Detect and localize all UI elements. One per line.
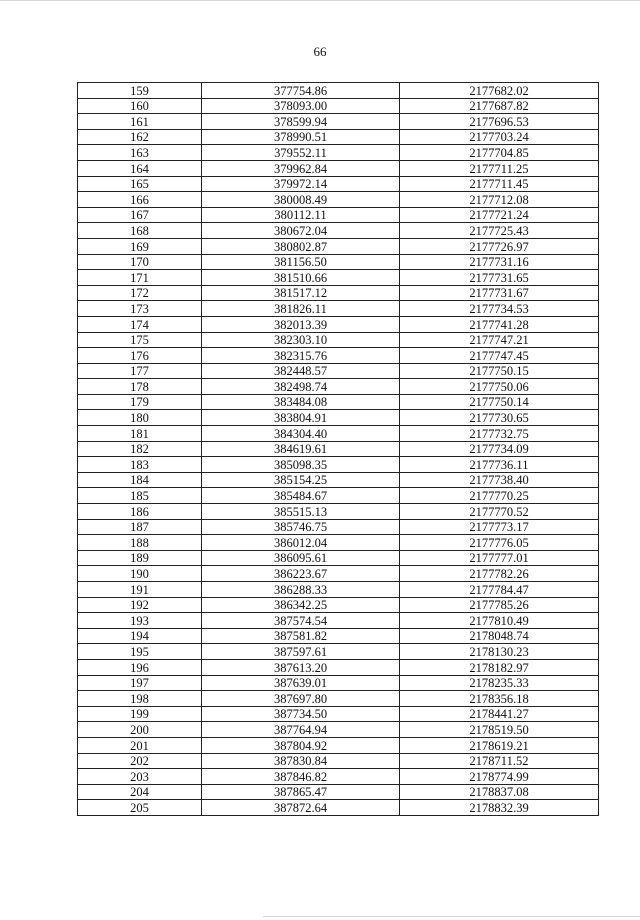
point-number-cell: 190 — [78, 566, 202, 582]
point-number-cell: 196 — [78, 659, 202, 675]
table-row — [78, 285, 599, 301]
x-coordinate-cell: 387574.54 — [202, 613, 400, 629]
table-row — [78, 270, 599, 286]
y-coordinate-cell: 2178235.33 — [400, 675, 599, 691]
point-number-cell: 171 — [78, 270, 202, 286]
table-row — [78, 192, 599, 208]
x-coordinate-cell: 377754.86 — [202, 83, 400, 99]
x-coordinate-cell: 382498.74 — [202, 379, 400, 395]
table-row — [78, 628, 599, 644]
point-number-cell: 166 — [78, 192, 202, 208]
table-row — [78, 504, 599, 520]
point-number-cell: 181 — [78, 426, 202, 442]
point-number-cell: 170 — [78, 254, 202, 270]
x-coordinate-cell: 386223.67 — [202, 566, 400, 582]
y-coordinate-cell: 2177696.53 — [400, 114, 599, 130]
y-coordinate-cell: 2178619.21 — [400, 737, 599, 753]
y-coordinate-cell: 2177725.43 — [400, 223, 599, 239]
table-row — [78, 129, 599, 145]
y-coordinate-cell: 2177711.25 — [400, 160, 599, 176]
y-coordinate-cell: 2177773.17 — [400, 519, 599, 535]
point-number-cell: 187 — [78, 519, 202, 535]
x-coordinate-cell: 382013.39 — [202, 316, 400, 332]
x-coordinate-cell: 381510.66 — [202, 270, 400, 286]
table-row — [78, 550, 599, 566]
table-row — [78, 800, 599, 816]
scan-edge-line — [263, 916, 640, 917]
point-number-cell: 161 — [78, 114, 202, 130]
point-number-cell: 205 — [78, 800, 202, 816]
coordinates-table — [77, 82, 599, 816]
table-row — [78, 722, 599, 738]
point-number-cell: 167 — [78, 207, 202, 223]
x-coordinate-cell: 382303.10 — [202, 332, 400, 348]
table-row — [78, 332, 599, 348]
point-number-cell: 188 — [78, 535, 202, 551]
y-coordinate-cell: 2177734.53 — [400, 301, 599, 317]
point-number-cell: 180 — [78, 410, 202, 426]
x-coordinate-cell: 386012.04 — [202, 535, 400, 551]
point-number-cell: 164 — [78, 160, 202, 176]
table-row — [78, 769, 599, 785]
point-number-cell: 200 — [78, 722, 202, 738]
point-number-cell: 169 — [78, 238, 202, 254]
point-number-cell: 174 — [78, 316, 202, 332]
table-row — [78, 706, 599, 722]
point-number-cell: 201 — [78, 737, 202, 753]
y-coordinate-cell: 2177750.06 — [400, 379, 599, 395]
y-coordinate-cell: 2178441.27 — [400, 706, 599, 722]
table-row — [78, 613, 599, 629]
x-coordinate-cell: 387830.84 — [202, 753, 400, 769]
y-coordinate-cell: 2177732.75 — [400, 426, 599, 442]
y-coordinate-cell: 2177730.65 — [400, 410, 599, 426]
table-row — [78, 675, 599, 691]
table-row — [78, 207, 599, 223]
y-coordinate-cell: 2177712.08 — [400, 192, 599, 208]
x-coordinate-cell: 383804.91 — [202, 410, 400, 426]
table-row — [78, 160, 599, 176]
y-coordinate-cell: 2177711.45 — [400, 176, 599, 192]
y-coordinate-cell: 2178832.39 — [400, 800, 599, 816]
x-coordinate-cell: 387764.94 — [202, 722, 400, 738]
x-coordinate-cell: 385484.67 — [202, 488, 400, 504]
table-row — [78, 301, 599, 317]
point-number-cell: 162 — [78, 129, 202, 145]
x-coordinate-cell: 384304.40 — [202, 426, 400, 442]
y-coordinate-cell: 2177810.49 — [400, 613, 599, 629]
table-row — [78, 582, 599, 598]
x-coordinate-cell: 382448.57 — [202, 363, 400, 379]
y-coordinate-cell: 2177770.25 — [400, 488, 599, 504]
y-coordinate-cell: 2177687.82 — [400, 98, 599, 114]
table-row — [78, 566, 599, 582]
x-coordinate-cell: 385154.25 — [202, 472, 400, 488]
point-number-cell: 182 — [78, 441, 202, 457]
x-coordinate-cell: 387613.20 — [202, 659, 400, 675]
point-number-cell: 198 — [78, 691, 202, 707]
y-coordinate-cell: 2177784.47 — [400, 582, 599, 598]
x-coordinate-cell: 386288.33 — [202, 582, 400, 598]
table-row — [78, 114, 599, 130]
x-coordinate-cell: 381826.11 — [202, 301, 400, 317]
point-number-cell: 178 — [78, 379, 202, 395]
x-coordinate-cell: 386095.61 — [202, 550, 400, 566]
x-coordinate-cell: 387872.64 — [202, 800, 400, 816]
point-number-cell: 159 — [78, 83, 202, 99]
table-row — [78, 83, 599, 99]
y-coordinate-cell: 2177747.21 — [400, 332, 599, 348]
y-coordinate-cell: 2177776.05 — [400, 535, 599, 551]
table-row — [78, 223, 599, 239]
table-row — [78, 644, 599, 660]
y-coordinate-cell: 2177682.02 — [400, 83, 599, 99]
page-number: 66 — [313, 44, 327, 59]
point-number-cell: 173 — [78, 301, 202, 317]
y-coordinate-cell: 2178711.52 — [400, 753, 599, 769]
point-number-cell: 177 — [78, 363, 202, 379]
table-row — [78, 535, 599, 551]
y-coordinate-cell: 2177721.24 — [400, 207, 599, 223]
x-coordinate-cell: 387865.47 — [202, 784, 400, 800]
point-number-cell: 160 — [78, 98, 202, 114]
x-coordinate-cell: 378093.00 — [202, 98, 400, 114]
x-coordinate-cell: 387697.80 — [202, 691, 400, 707]
x-coordinate-cell: 387846.82 — [202, 769, 400, 785]
y-coordinate-cell: 2177741.28 — [400, 316, 599, 332]
point-number-cell: 176 — [78, 348, 202, 364]
x-coordinate-cell: 380008.49 — [202, 192, 400, 208]
y-coordinate-cell: 2177785.26 — [400, 597, 599, 613]
y-coordinate-cell: 2178837.08 — [400, 784, 599, 800]
y-coordinate-cell: 2177704.85 — [400, 145, 599, 161]
y-coordinate-cell: 2177731.67 — [400, 285, 599, 301]
table-row — [78, 176, 599, 192]
y-coordinate-cell: 2178130.23 — [400, 644, 599, 660]
x-coordinate-cell: 380112.11 — [202, 207, 400, 223]
y-coordinate-cell: 2177747.45 — [400, 348, 599, 364]
table-row — [78, 691, 599, 707]
x-coordinate-cell: 382315.76 — [202, 348, 400, 364]
y-coordinate-cell: 2177734.09 — [400, 441, 599, 457]
y-coordinate-cell: 2178356.18 — [400, 691, 599, 707]
x-coordinate-cell: 379962.84 — [202, 160, 400, 176]
x-coordinate-cell: 381156.50 — [202, 254, 400, 270]
x-coordinate-cell: 387804.92 — [202, 737, 400, 753]
table-row — [78, 737, 599, 753]
table-row — [78, 363, 599, 379]
y-coordinate-cell: 2177736.11 — [400, 457, 599, 473]
y-coordinate-cell: 2178774.99 — [400, 769, 599, 785]
x-coordinate-cell: 387734.50 — [202, 706, 400, 722]
table-row — [78, 379, 599, 395]
point-number-cell: 183 — [78, 457, 202, 473]
x-coordinate-cell: 380672.04 — [202, 223, 400, 239]
x-coordinate-cell: 387639.01 — [202, 675, 400, 691]
table-row — [78, 145, 599, 161]
table-row — [78, 426, 599, 442]
table-row — [78, 659, 599, 675]
table-row — [78, 254, 599, 270]
y-coordinate-cell: 2177782.26 — [400, 566, 599, 582]
point-number-cell: 192 — [78, 597, 202, 613]
point-number-cell: 168 — [78, 223, 202, 239]
table-row — [78, 410, 599, 426]
table-row — [78, 316, 599, 332]
point-number-cell: 185 — [78, 488, 202, 504]
table-body — [78, 83, 599, 816]
table-row — [78, 394, 599, 410]
y-coordinate-cell: 2177731.65 — [400, 270, 599, 286]
point-number-cell: 199 — [78, 706, 202, 722]
x-coordinate-cell: 387597.61 — [202, 644, 400, 660]
point-number-cell: 194 — [78, 628, 202, 644]
point-number-cell: 195 — [78, 644, 202, 660]
table-row — [78, 441, 599, 457]
point-number-cell: 172 — [78, 285, 202, 301]
scan-edge-line — [0, 0, 640, 1]
x-coordinate-cell: 385098.35 — [202, 457, 400, 473]
point-number-cell: 165 — [78, 176, 202, 192]
x-coordinate-cell: 385515.13 — [202, 504, 400, 520]
x-coordinate-cell: 381517.12 — [202, 285, 400, 301]
y-coordinate-cell: 2177726.97 — [400, 238, 599, 254]
point-number-cell: 203 — [78, 769, 202, 785]
point-number-cell: 204 — [78, 784, 202, 800]
table-row — [78, 784, 599, 800]
point-number-cell: 197 — [78, 675, 202, 691]
point-number-cell: 175 — [78, 332, 202, 348]
table-row — [78, 519, 599, 535]
x-coordinate-cell: 378599.94 — [202, 114, 400, 130]
point-number-cell: 191 — [78, 582, 202, 598]
table-row — [78, 457, 599, 473]
point-number-cell: 189 — [78, 550, 202, 566]
table-row — [78, 753, 599, 769]
table-row — [78, 597, 599, 613]
y-coordinate-cell: 2178519.50 — [400, 722, 599, 738]
x-coordinate-cell: 385746.75 — [202, 519, 400, 535]
point-number-cell: 184 — [78, 472, 202, 488]
table-row — [78, 488, 599, 504]
y-coordinate-cell: 2177750.15 — [400, 363, 599, 379]
y-coordinate-cell: 2177703.24 — [400, 129, 599, 145]
x-coordinate-cell: 378990.51 — [202, 129, 400, 145]
y-coordinate-cell: 2177731.16 — [400, 254, 599, 270]
x-coordinate-cell: 379552.11 — [202, 145, 400, 161]
x-coordinate-cell: 386342.25 — [202, 597, 400, 613]
y-coordinate-cell: 2177750.14 — [400, 394, 599, 410]
table-row — [78, 348, 599, 364]
y-coordinate-cell: 2178048.74 — [400, 628, 599, 644]
y-coordinate-cell: 2177770.52 — [400, 504, 599, 520]
point-number-cell: 193 — [78, 613, 202, 629]
x-coordinate-cell: 383484.08 — [202, 394, 400, 410]
x-coordinate-cell: 380802.87 — [202, 238, 400, 254]
x-coordinate-cell: 379972.14 — [202, 176, 400, 192]
point-number-cell: 202 — [78, 753, 202, 769]
y-coordinate-cell: 2177738.40 — [400, 472, 599, 488]
point-number-cell: 186 — [78, 504, 202, 520]
y-coordinate-cell: 2177777.01 — [400, 550, 599, 566]
x-coordinate-cell: 384619.61 — [202, 441, 400, 457]
y-coordinate-cell: 2178182.97 — [400, 659, 599, 675]
point-number-cell: 163 — [78, 145, 202, 161]
table-row — [78, 98, 599, 114]
point-number-cell: 179 — [78, 394, 202, 410]
table-row — [78, 238, 599, 254]
x-coordinate-cell: 387581.82 — [202, 628, 400, 644]
table-row — [78, 472, 599, 488]
